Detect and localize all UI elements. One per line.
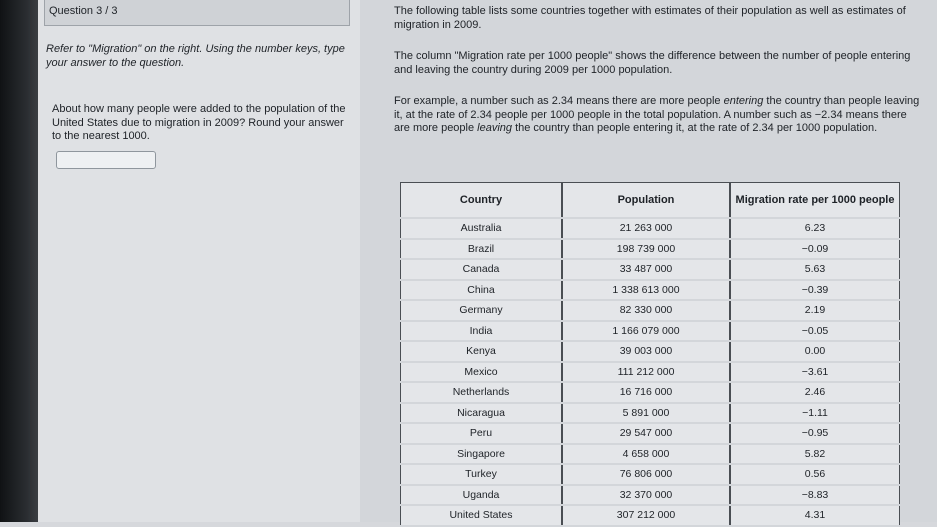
passage-emphasis: entering <box>723 95 764 107</box>
cell-country: Mexico <box>400 363 562 382</box>
passage-paragraph-3 <box>394 95 924 136</box>
cell-population: 5 891 000 <box>562 404 730 423</box>
cell-population: 4 658 000 <box>562 445 730 464</box>
cell-migration-rate: 5.82 <box>730 445 900 464</box>
question-prompt: About how many people were added to the population of the United States due to migration in 2009? Round your answer to the nearest 1000. <box>52 103 346 142</box>
cell-population: 307 212 000 <box>562 506 730 525</box>
cell-population: 1 338 613 000 <box>562 281 730 300</box>
cell-country: Turkey <box>400 465 562 484</box>
cell-migration-rate: 2.46 <box>730 383 900 402</box>
table-row <box>400 322 900 341</box>
table-row <box>400 281 900 300</box>
passage-emphasis: leaving <box>477 122 513 134</box>
cell-migration-rate: 0.56 <box>730 465 900 484</box>
table-row <box>400 363 900 382</box>
cell-migration-rate: −0.95 <box>730 424 900 443</box>
question-instruction: Refer to "Migration" on the right. Using the number keys, type your answer to the question. <box>46 43 345 69</box>
migration-table <box>400 180 900 527</box>
cell-population: 1 166 079 000 <box>562 322 730 341</box>
cell-population: 29 547 000 <box>562 424 730 443</box>
cell-migration-rate: 2.19 <box>730 301 900 320</box>
table-row <box>400 301 900 320</box>
cell-population: 39 003 000 <box>562 342 730 361</box>
cell-country: India <box>400 322 562 341</box>
cell-country: Australia <box>400 219 562 238</box>
table-row <box>400 465 900 484</box>
cell-migration-rate: 6.23 <box>730 219 900 238</box>
cell-migration-rate: −3.61 <box>730 363 900 382</box>
cell-population: 198 739 000 <box>562 240 730 259</box>
table-row <box>400 240 900 259</box>
column-header-migration-rate: Migration rate per 1000 people <box>730 182 900 217</box>
passage-text: the country than people entering it, at the rate of 2.34 per 1000 population. <box>512 122 878 134</box>
cell-population: 32 370 000 <box>562 486 730 505</box>
cell-country: Uganda <box>400 486 562 505</box>
cell-migration-rate: −8.83 <box>730 486 900 505</box>
question-counter: Question 3 / 3 <box>44 0 350 26</box>
cell-country: Nicaragua <box>400 404 562 423</box>
table-row <box>400 486 900 505</box>
table-row <box>400 383 900 402</box>
cell-migration-rate: 4.31 <box>730 506 900 525</box>
cell-migration-rate: −0.09 <box>730 240 900 259</box>
question-panel <box>38 0 360 522</box>
cell-country: Singapore <box>400 445 562 464</box>
table-row <box>400 424 900 443</box>
table-header-row <box>400 182 900 217</box>
passage-paragraph-1: The following table lists some countries together with estimates of their population as well as estimates of migration in 2009. <box>394 5 906 31</box>
column-header-country: Country <box>400 182 562 217</box>
cell-country: United States <box>400 506 562 525</box>
cell-country: Canada <box>400 260 562 279</box>
cell-population: 82 330 000 <box>562 301 730 320</box>
cell-country: Brazil <box>400 240 562 259</box>
cell-population: 16 716 000 <box>562 383 730 402</box>
cell-population: 33 487 000 <box>562 260 730 279</box>
cell-country: Germany <box>400 301 562 320</box>
cell-migration-rate: −1.11 <box>730 404 900 423</box>
cell-population: 111 212 000 <box>562 363 730 382</box>
cell-population: 76 806 000 <box>562 465 730 484</box>
table-row <box>400 260 900 279</box>
passage-paragraph-2: The column "Migration rate per 1000 people" shows the difference between the number of people entering and leaving the country during 2009 per 1000 population. <box>394 50 911 76</box>
cell-migration-rate: 0.00 <box>730 342 900 361</box>
screen-bezel <box>0 0 38 522</box>
table-row <box>400 219 900 238</box>
cell-country: Peru <box>400 424 562 443</box>
cell-migration-rate: −0.05 <box>730 322 900 341</box>
cell-country: Netherlands <box>400 383 562 402</box>
passage-text: the country than people leaving it, at the rate of 2.34 people per 1000 people in the total population. A number such as −2.34 means there are more people <box>394 95 920 134</box>
answer-input[interactable] <box>56 151 156 169</box>
cell-migration-rate: 5.63 <box>730 260 900 279</box>
cell-population: 21 263 000 <box>562 219 730 238</box>
table-row <box>400 445 900 464</box>
cell-country: Kenya <box>400 342 562 361</box>
passage-text: For example, a number such as 2.34 means there are more people <box>394 95 724 107</box>
cell-country: China <box>400 281 562 300</box>
table-row <box>400 342 900 361</box>
table-row <box>400 404 900 423</box>
cell-migration-rate: −0.39 <box>730 281 900 300</box>
stimulus-panel <box>360 0 937 522</box>
column-header-population: Population <box>562 182 730 217</box>
